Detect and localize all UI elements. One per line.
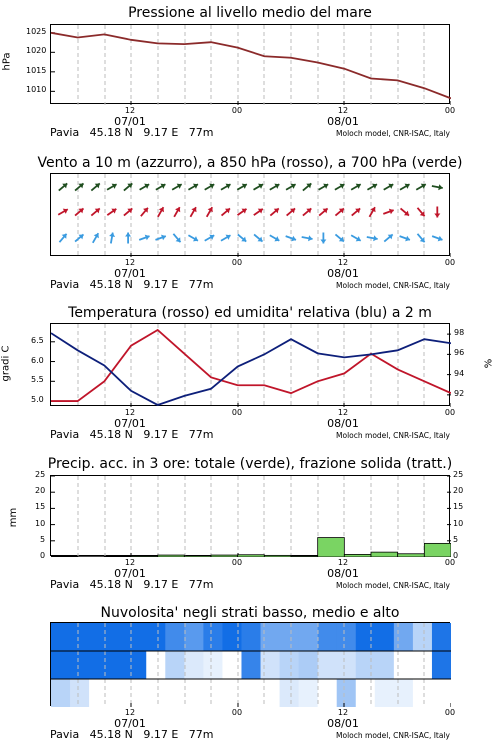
x-tick-label: 00 (444, 708, 456, 717)
cloud-cell-alto (413, 623, 433, 651)
cloud-cell-basso (108, 679, 128, 707)
date-label: 08/01 (327, 417, 359, 430)
cloud-cell-medio (280, 651, 300, 679)
wind-barb (254, 209, 263, 215)
wind-barb (287, 208, 295, 215)
cloud-cell-medio (261, 651, 281, 679)
y-tick-label-right: 20 (453, 486, 464, 496)
y-tick-label-right: 15 (453, 502, 464, 512)
cloud-cell-alto (146, 623, 166, 651)
wind-barb-head (125, 233, 131, 237)
y-tick-label: 1010 (26, 85, 47, 95)
cloud-cell-alto (375, 623, 395, 651)
date-label: 07/01 (114, 567, 146, 580)
cloud-cell-alto (108, 623, 128, 651)
cloud-cell-basso (222, 679, 242, 707)
cloud-cell-basso (280, 679, 300, 707)
wind-barb (254, 234, 262, 241)
model-credit: Moloch model, CNR-ISAC, Italy (336, 581, 450, 590)
wind-barb (320, 233, 326, 244)
cloud-cell-alto (432, 623, 451, 651)
location-label: Pavia 45.18 N 9.17 E 77m (50, 578, 214, 591)
cloud-cell-basso (241, 679, 261, 707)
cloud-cell-basso (318, 679, 338, 707)
wind-barb (417, 234, 424, 242)
wind-barb (351, 184, 361, 190)
wind-barb (205, 235, 215, 241)
wind-barb (302, 235, 313, 241)
y-tick-label-right: 92 (454, 388, 465, 398)
precipitation-bar (211, 555, 238, 557)
wind-barb (140, 184, 150, 190)
cloud-cell-medio (165, 651, 185, 679)
x-tick-label: 12 (337, 258, 349, 267)
wind-barb (124, 208, 132, 215)
precipitation-bar (51, 556, 78, 557)
cloud-cell-alto (356, 623, 376, 651)
wind-barb-head (308, 235, 312, 241)
wind-barb (432, 236, 442, 242)
wind-barb (270, 235, 280, 241)
x-tick-label: 12 (124, 558, 136, 567)
wind-barb (205, 184, 215, 190)
cloud-cell-alto (222, 623, 242, 651)
cloud-cell-basso (165, 679, 185, 707)
wind-barb (75, 234, 83, 241)
y-tick-label: 1020 (26, 46, 47, 56)
wind-barb (303, 183, 311, 190)
wind-barb (319, 184, 329, 190)
model-credit: Moloch model, CNR-ISAC, Italy (336, 731, 450, 740)
cloud-cell-basso (261, 679, 281, 707)
cloud-cell-basso (299, 679, 319, 707)
x-tick-label: 00 (444, 258, 456, 267)
y-tick-label: 10 (35, 518, 46, 528)
cloud-cell-alto (280, 623, 300, 651)
precipitation-chart (50, 475, 450, 556)
humidity-ylabel: % (483, 358, 495, 369)
wind-barb-head (109, 233, 115, 237)
wind-barb (384, 184, 394, 190)
model-credit: Moloch model, CNR-ISAC, Italy (336, 129, 450, 138)
cloud-cell-basso (89, 679, 109, 707)
wind-barb (383, 209, 393, 215)
precipitation-bar (291, 556, 318, 557)
pressure-title: Pressione al livello medio del mare (128, 5, 372, 21)
cloud-cell-medio (318, 651, 338, 679)
x-tick-label: 12 (124, 408, 136, 417)
wind-barb (335, 234, 343, 241)
wind-barb (109, 233, 115, 244)
date-label: 07/01 (114, 417, 146, 430)
wind-barb (400, 184, 410, 190)
cloud-cell-alto (337, 623, 357, 651)
x-tick-label: 12 (337, 106, 349, 115)
cloud-cell-medio (337, 651, 357, 679)
model-credit: Moloch model, CNR-ISAC, Italy (336, 281, 450, 290)
x-tick-label: 12 (337, 408, 349, 417)
y-tick-label-right: 98 (454, 328, 465, 338)
location-label: Pavia 45.18 N 9.17 E 77m (50, 728, 214, 741)
x-tick-label: 00 (231, 708, 243, 717)
wind-barb (188, 235, 198, 241)
cloud-cell-alto (184, 623, 204, 651)
wind-chart (50, 173, 450, 256)
date-label: 08/01 (327, 717, 359, 730)
y-tick-label: 6.0 (31, 355, 44, 365)
wind-barb (139, 235, 149, 241)
cloud-cell-medio (413, 651, 433, 679)
wind-barb (107, 184, 117, 190)
location-label: Pavia 45.18 N 9.17 E 77m (50, 126, 214, 139)
wind-barb (58, 209, 68, 215)
y-tick-label-right: 94 (454, 368, 465, 378)
cloud-title: Nuvolosita' negli strati basso, medio e alto (100, 605, 400, 621)
x-tick-label: 00 (231, 106, 243, 115)
cloud-cell-medio (51, 651, 71, 679)
pressure-panel (0, 0, 500, 150)
wind-barb (303, 208, 311, 215)
wind-barb (400, 236, 410, 242)
precipitation-bar (131, 556, 158, 557)
y-tick-label: 20 (35, 486, 46, 496)
cloud-chart (50, 622, 450, 706)
wind-barb (221, 184, 231, 190)
precipitation-bar (424, 543, 451, 557)
y-tick-label: 1025 (26, 26, 47, 36)
wind-barb (125, 233, 131, 244)
wind-barb (384, 234, 392, 241)
pressure-chart (50, 24, 450, 104)
wind-barb (238, 209, 247, 215)
cloud-plot (51, 623, 451, 707)
wind-barb (221, 235, 231, 241)
date-label: 07/01 (114, 267, 146, 280)
temperature-line (51, 330, 451, 401)
cloud-cell-medio (432, 651, 451, 679)
y-tick-label: 5 (40, 534, 46, 544)
wind-barb (91, 183, 99, 190)
y-tick-label: 5.5 (31, 375, 44, 385)
cloud-cell-medio (375, 651, 395, 679)
date-label: 07/01 (114, 115, 146, 128)
x-tick-label: 12 (337, 708, 349, 717)
precipitation-title: Precip. acc. in 3 ore: totale (verde), frazione solida (tratt.) (47, 456, 453, 472)
temperature-plot (51, 324, 451, 407)
cloud-cell-basso (70, 679, 90, 707)
wind-barb (156, 184, 166, 190)
precipitation-panel (0, 450, 500, 600)
y-tick-label-right: 25 (453, 470, 464, 479)
precipitation-bar (184, 556, 211, 557)
temperature-chart (50, 323, 450, 406)
wind-barb (270, 184, 280, 190)
pressure-ylabel: hPa (1, 52, 13, 71)
wind-barb (75, 183, 83, 190)
x-tick-label: 12 (124, 708, 136, 717)
date-label: 08/01 (327, 567, 359, 580)
cloud-cell-basso (356, 679, 376, 707)
x-tick-label: 00 (444, 106, 456, 115)
x-tick-label: 00 (444, 408, 456, 417)
precipitation-bar (398, 554, 425, 557)
cloud-cell-medio (241, 651, 261, 679)
cloud-cell-alto (261, 623, 281, 651)
temperature-panel (0, 300, 500, 450)
wind-barb (222, 208, 230, 215)
wind-barb-head (373, 235, 377, 241)
y-tick-label: 1015 (26, 65, 47, 75)
wind-barb (155, 235, 165, 241)
cloud-cell-alto (394, 623, 414, 651)
wind-barb (434, 207, 440, 218)
x-tick-label: 12 (124, 258, 136, 267)
cloud-cell-medio (203, 651, 223, 679)
wind-barb (173, 234, 180, 242)
precipitation-ylabel: mm (8, 507, 20, 528)
wind-barb (254, 184, 264, 190)
wind-barb-head (320, 240, 326, 244)
wind-barb (59, 183, 67, 190)
wind-panel (0, 150, 500, 300)
cloud-cell-medio (394, 651, 414, 679)
wind-barb (369, 207, 375, 217)
cloud-cell-medio (127, 651, 147, 679)
wind-barb (174, 207, 180, 217)
pressure-plot (51, 25, 451, 105)
wind-barb (238, 234, 246, 241)
model-credit: Moloch model, CNR-ISAC, Italy (336, 431, 450, 440)
y-tick-label: 15 (35, 502, 46, 512)
wind-barb-head (434, 214, 440, 218)
cloud-cell-medio (184, 651, 204, 679)
x-tick-label: 00 (231, 258, 243, 267)
y-tick-label: 5.0 (31, 395, 44, 405)
precipitation-plot (51, 476, 451, 557)
cloud-cell-basso (394, 679, 414, 707)
precipitation-bar (104, 556, 131, 557)
humidity-line (51, 333, 451, 405)
precipitation-bar (238, 555, 265, 557)
y-tick-label-right: 5 (453, 534, 459, 544)
wind-barb (351, 235, 361, 241)
cloud-cell-basso (413, 679, 433, 707)
cloud-cell-medio (146, 651, 166, 679)
wind-plot (51, 174, 451, 257)
cloud-cell-basso (51, 679, 71, 707)
pressure-line (51, 33, 451, 99)
wind-barb (190, 207, 196, 217)
y-tick-label-right: 96 (454, 348, 465, 358)
cloud-panel (0, 600, 500, 750)
date-label: 07/01 (114, 717, 146, 730)
wind-barb (207, 207, 213, 217)
x-tick-label: 00 (444, 558, 456, 567)
wind-barb (401, 208, 409, 215)
cloud-cell-medio (356, 651, 376, 679)
temperature-title: Temperatura (rosso) ed umidita' relativa (blu) a 2 m (68, 305, 432, 321)
cloud-cell-medio (70, 651, 90, 679)
wind-barb (59, 234, 66, 242)
wind-barb (91, 208, 99, 215)
cloud-cell-alto (203, 623, 223, 651)
y-tick-label-right: 0 (453, 551, 459, 560)
cloud-cell-alto (51, 623, 71, 651)
cloud-cell-basso (203, 679, 223, 707)
date-label: 08/01 (327, 267, 359, 280)
y-tick-label: 0 (40, 551, 46, 560)
cloud-cell-alto (299, 623, 319, 651)
wind-barb (432, 184, 443, 190)
wind-barb (335, 184, 345, 190)
wind-barb (352, 208, 360, 215)
cloud-cell-medio (299, 651, 319, 679)
wind-barb (75, 208, 83, 215)
temperature-ylabel: gradi C (0, 345, 12, 382)
precipitation-bar (158, 555, 185, 557)
x-tick-label: 12 (337, 558, 349, 567)
cloud-cell-basso (432, 679, 451, 707)
location-label: Pavia 45.18 N 9.17 E 77m (50, 278, 214, 291)
cloud-cell-alto (241, 623, 261, 651)
wind-barb (335, 208, 343, 215)
wind-barb (270, 208, 278, 215)
wind-title: Vento a 10 m (azzurro), a 850 hPa (rosso), a 700 hPa (verde) (37, 155, 463, 171)
precipitation-bar (344, 554, 371, 557)
wind-barb (141, 208, 148, 216)
wind-barb (367, 235, 378, 241)
precipitation-bar (371, 552, 398, 557)
cloud-cell-basso (184, 679, 204, 707)
precipitation-bar (264, 555, 291, 557)
cloud-cell-alto (318, 623, 338, 651)
cloud-cell-medio (222, 651, 242, 679)
cloud-cell-basso (337, 679, 357, 707)
wind-barb (158, 207, 164, 217)
wind-barb (93, 233, 99, 243)
wind-barb (367, 184, 377, 190)
x-tick-label: 00 (231, 408, 243, 417)
cloud-cell-basso (146, 679, 166, 707)
wind-barb (107, 209, 116, 215)
precipitation-bar (318, 538, 345, 557)
cloud-cell-alto (165, 623, 185, 651)
x-tick-label: 00 (231, 558, 243, 567)
location-label: Pavia 45.18 N 9.17 E 77m (50, 428, 214, 441)
y-tick-label: 6.5 (31, 335, 44, 345)
wind-barb-head (438, 184, 442, 190)
wind-barb (188, 184, 198, 190)
cloud-cell-alto (127, 623, 147, 651)
y-tick-label: 25 (35, 470, 46, 479)
wind-barb (319, 208, 327, 215)
cloud-cell-alto (89, 623, 109, 651)
cloud-cell-alto (70, 623, 90, 651)
cloud-cell-basso (375, 679, 395, 707)
cloud-cell-basso (127, 679, 147, 707)
wind-barb (172, 184, 182, 190)
cloud-cell-medio (108, 651, 128, 679)
x-tick-label: 12 (124, 106, 136, 115)
y-tick-label-right: 10 (453, 518, 464, 528)
cloud-cell-medio (89, 651, 109, 679)
wind-barb (237, 184, 247, 190)
date-label: 08/01 (327, 115, 359, 128)
